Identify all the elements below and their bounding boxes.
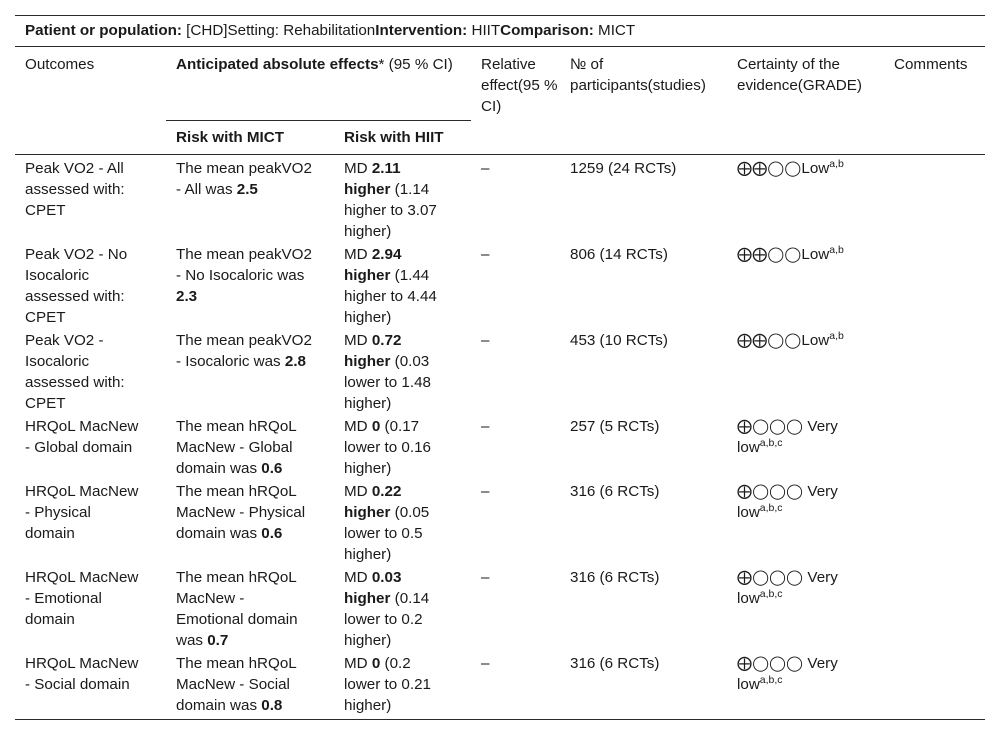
grade-rating-icon: ⨁◯◯◯ (737, 483, 804, 500)
outcome-cell: Peak VO2 - Isocaloric assessed with: CPET (25, 332, 125, 412)
table-title (25, 22, 635, 39)
header-risk-mict: Risk with MICT (176, 129, 285, 146)
risk-mict-cell: The mean peakVO2 - All was 2.5 (176, 160, 312, 198)
table-bottom-rule (15, 719, 985, 720)
outcome-cell: HRQoL MacNew - Physical domain (25, 483, 139, 542)
risk-mict-cell: The mean hRQoL MacNew - Physical domain was 0.6 (176, 483, 306, 542)
risk-mict-cell: The mean hRQoL MacNew - Global domain was 0.6 (176, 418, 297, 477)
population-label: Patient or population: (25, 22, 182, 39)
relative-effect-cell: – (481, 569, 490, 586)
outcome-cell: Peak VO2 - All assessed with: CPET (25, 160, 125, 219)
comparison-label: Comparison: (500, 22, 594, 39)
grade-rating-icon: ⨁⨁◯◯ (737, 160, 802, 177)
outcome-cell: HRQoL MacNew - Emotional domain (25, 569, 139, 628)
certainty-cell: ⨁◯◯◯ Very low$^{a,b,c}$ (737, 655, 838, 693)
header-anticipated: Anticipated absolute effects* (95 % CI) (176, 56, 453, 73)
header-relative: Relative effect(95 % CI) (481, 56, 558, 115)
participants-cell: 257 (5 RCTs) (570, 418, 660, 435)
participants-cell: 453 (10 RCTs) (570, 332, 668, 349)
comparison-value: MICT (593, 22, 636, 39)
certainty-cell: ⨁⨁◯◯Low$^{a,b}$ (737, 158, 844, 177)
risk-mict-cell: The mean peakVO2 - No Isocaloric was 2.3 (176, 246, 312, 305)
relative-effect-cell: – (481, 332, 490, 349)
certainty-cell: ⨁◯◯◯ Very low$^{a,b,c}$ (737, 418, 838, 456)
relative-effect-cell: – (481, 418, 490, 435)
participants-cell: 316 (6 RCTs) (570, 569, 660, 586)
risk-hiit-cell: MD 0 (0.2 lower to 0.21 higher) (344, 655, 431, 714)
subheader-rule (166, 120, 471, 121)
grade-rating-icon: ⨁⨁◯◯ (737, 332, 802, 349)
risk-hiit-cell: MD 0.22 higher (0.05 lower to 0.5 higher) (344, 483, 430, 563)
risk-mict-cell: The mean hRQoL MacNew - Social domain was 0.8 (176, 655, 297, 714)
table-top-rule (15, 15, 985, 16)
outcome-cell: Peak VO2 - No Isocaloric assessed with: CPET (25, 246, 128, 326)
header-bottom-rule (15, 154, 985, 155)
header-comments: Comments (894, 56, 968, 73)
relative-effect-cell: – (481, 655, 490, 672)
grade-rating-icon: ⨁◯◯◯ (737, 418, 804, 435)
intervention-value: HIIT (467, 22, 501, 39)
population-value: [CHD]Setting: Rehabilitation (181, 22, 376, 39)
outcome-cell: HRQoL MacNew - Social domain (25, 655, 139, 693)
title-rule (15, 46, 985, 47)
header-participants: № of participants(studies) (570, 56, 706, 94)
participants-cell: 1259 (24 RCTs) (570, 160, 677, 177)
relative-effect-cell: – (481, 483, 490, 500)
risk-hiit-cell: MD 0 (0.17 lower to 0.16 higher) (344, 418, 431, 477)
outcome-cell: HRQoL MacNew - Global domain (25, 418, 139, 456)
certainty-cell: ⨁◯◯◯ Very low$^{a,b,c}$ (737, 569, 838, 607)
certainty-cell: ⨁◯◯◯ Very low$^{a,b,c}$ (737, 483, 838, 521)
certainty-cell: ⨁⨁◯◯Low$^{a,b}$ (737, 330, 844, 349)
intervention-label: Intervention: (375, 22, 468, 39)
header-outcomes: Outcomes (25, 56, 95, 73)
certainty-cell: ⨁⨁◯◯Low$^{a,b}$ (737, 244, 844, 263)
risk-mict-cell: The mean peakVO2 - Isocaloric was 2.8 (176, 332, 312, 370)
participants-cell: 806 (14 RCTs) (570, 246, 668, 263)
header-risk-hiit: Risk with HIIT (344, 129, 444, 146)
relative-effect-cell: – (481, 246, 490, 263)
risk-hiit-cell: MD 0.72 higher (0.03 lower to 1.48 higher) (344, 332, 431, 412)
relative-effect-cell: – (481, 160, 490, 177)
risk-mict-cell: The mean hRQoL MacNew - Emotional domain was 0.7 (176, 569, 298, 649)
participants-cell: 316 (6 RCTs) (570, 483, 660, 500)
risk-hiit-cell: MD 0.03 higher (0.14 lower to 0.2 higher) (344, 569, 430, 649)
grade-rating-icon: ⨁◯◯◯ (737, 655, 804, 672)
grade-rating-icon: ⨁⨁◯◯ (737, 246, 802, 263)
participants-cell: 316 (6 RCTs) (570, 655, 660, 672)
header-certainty: Certainty of the evidence(GRADE) (737, 56, 862, 94)
grade-rating-icon: ⨁◯◯◯ (737, 569, 804, 586)
risk-hiit-cell: MD 2.94 higher (1.44 higher to 4.44 higher) (344, 246, 437, 326)
risk-hiit-cell: MD 2.11 higher (1.14 higher to 3.07 higher) (344, 160, 437, 240)
